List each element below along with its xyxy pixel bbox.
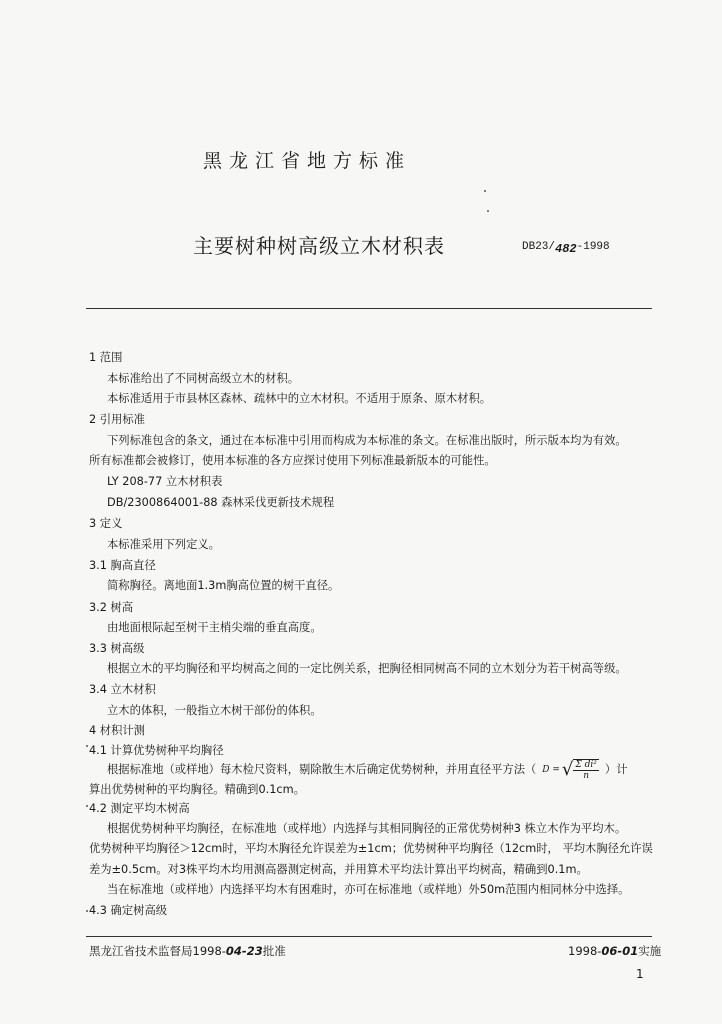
formula-trail-text: ）计 <box>604 763 628 776</box>
implementation-prefix: 1998- <box>568 944 602 958</box>
section-3-heading: 3 定义 <box>89 517 123 530</box>
implementation-date-handwritten: 06-01 <box>601 944 639 958</box>
scan-speck <box>487 210 489 212</box>
document-title: 主要树种树高级立木材积表 <box>193 234 445 258</box>
section-4-3-heading: 4.3 确定树高级 <box>89 904 168 917</box>
section-3-1-para: 简称胸径。离地面1.3m胸高位置的树干直径。 <box>107 579 340 592</box>
section-2-heading: 2 引用标准 <box>89 413 145 426</box>
header-rule <box>86 308 652 309</box>
scan-speck <box>86 910 88 912</box>
document-code <box>522 239 610 256</box>
section-3-4-para: 立木的体积，一般指立木树干部份的体积。 <box>107 704 322 717</box>
section-4-1-para-2: 算出优势树种的平均胸径。精确到0.1cm。 <box>89 783 305 796</box>
approval-suffix: 批准 <box>262 944 286 958</box>
section-3-para-1: 本标准采用下列定义。 <box>107 538 220 551</box>
section-1-heading: 1 范围 <box>89 351 123 364</box>
section-4-2-para-3: 差为±0.5cm。对3株平均木均用测高器测定树高，并用算术平均法计算出平均树高，精确到0.1m。 <box>89 863 588 876</box>
section-1-para-2: 本标准适用于市县林区森林、疏林中的立木材积。不适用于原条、原木材积。 <box>107 392 492 405</box>
formula-lead-text: 根据标准地（或样地）每木检尺资料，剔除散生木后确定优势树种，并用直径平方法（ <box>107 763 537 776</box>
implementation-line <box>568 943 661 959</box>
diameter-formula <box>542 759 599 781</box>
section-4-1-para-1 <box>107 759 628 781</box>
org-title: 黑龙江省地方标准 <box>203 150 412 172</box>
section-3-4-heading: 3.4 立木材积 <box>89 683 156 696</box>
section-3-2-heading: 3.2 树高 <box>89 601 134 614</box>
section-3-3-para: 根据立木的平均胸径和平均树高之间的一定比例关系，把胸径相同树高不同的立木划分为若干树高等级。 <box>107 662 627 675</box>
approval-prefix: 黑龙江省技术监督局1998- <box>89 944 226 958</box>
code-year: -1998 <box>576 241 610 253</box>
section-4-2-heading: 4.2 测定平均木树高 <box>89 802 190 815</box>
formula-fraction <box>573 759 598 781</box>
section-4-2-para-2: 优势树种平均胸径＞12cm时，平均木胸径允许误差为±1cm；优势树种平均胸径（12cm时， 平均木胸径允许误 <box>89 842 653 855</box>
section-4-2-para-4: 当在标准地（或样地）内选择平均木有困难时，亦可在标准地（或样地）外50m范围内相同林分中选择。 <box>107 883 630 896</box>
section-3-3-heading: 3.3 树高级 <box>89 642 145 655</box>
section-2-para-1a: 下列标准包含的条文，通过在本标准中引用而构成为本标准的条文。在标准出版时，所示版本均为有效。 <box>107 434 627 447</box>
section-2-ref-2: DB/2300864001-88 森林采伐更新技术规程 <box>107 496 335 509</box>
section-4-1-heading: 4.1 计算优势树种平均胸径 <box>89 744 224 757</box>
code-number: 482 <box>555 242 577 256</box>
sqrt-symbol: √ $\frac{\text{Σ di²}}{n}$ <box>561 758 597 781</box>
section-3-2-para: 由地面根际起至树干主梢尖端的垂直高度。 <box>107 621 322 634</box>
section-3-1-heading: 3.1 胸高直径 <box>89 559 156 572</box>
section-2-para-1b: 所有标准都会被修订，使用本标准的各方应探讨使用下列标准最新版本的可能性。 <box>89 454 496 467</box>
section-2-ref-1: LY 208-77 立木材积表 <box>107 475 223 488</box>
formula-numerator: Σ di² <box>575 760 597 770</box>
section-4-2-para-1: 根据优势树种平均胸径，在标准地（或样地）内选择与其相同胸径的正常优势树种3 株立木作为平均木。 <box>107 822 627 835</box>
scan-speck <box>86 805 88 807</box>
section-1-para-1: 本标准给出了不同树高级立木的材积。 <box>107 372 300 385</box>
approval-date-handwritten: 04-23 <box>225 944 263 958</box>
footer-rule <box>86 936 652 937</box>
section-4-heading: 4 材积计测 <box>89 724 145 737</box>
approval-line <box>89 943 286 959</box>
page-number: 1 <box>636 967 644 981</box>
scan-speck <box>86 745 88 747</box>
formula-lhs: D = <box>542 764 560 775</box>
code-prefix: DB23/ <box>522 241 556 253</box>
formula-denominator: n <box>583 771 590 781</box>
scan-speck <box>484 190 486 192</box>
implementation-suffix: 实施 <box>638 944 662 958</box>
